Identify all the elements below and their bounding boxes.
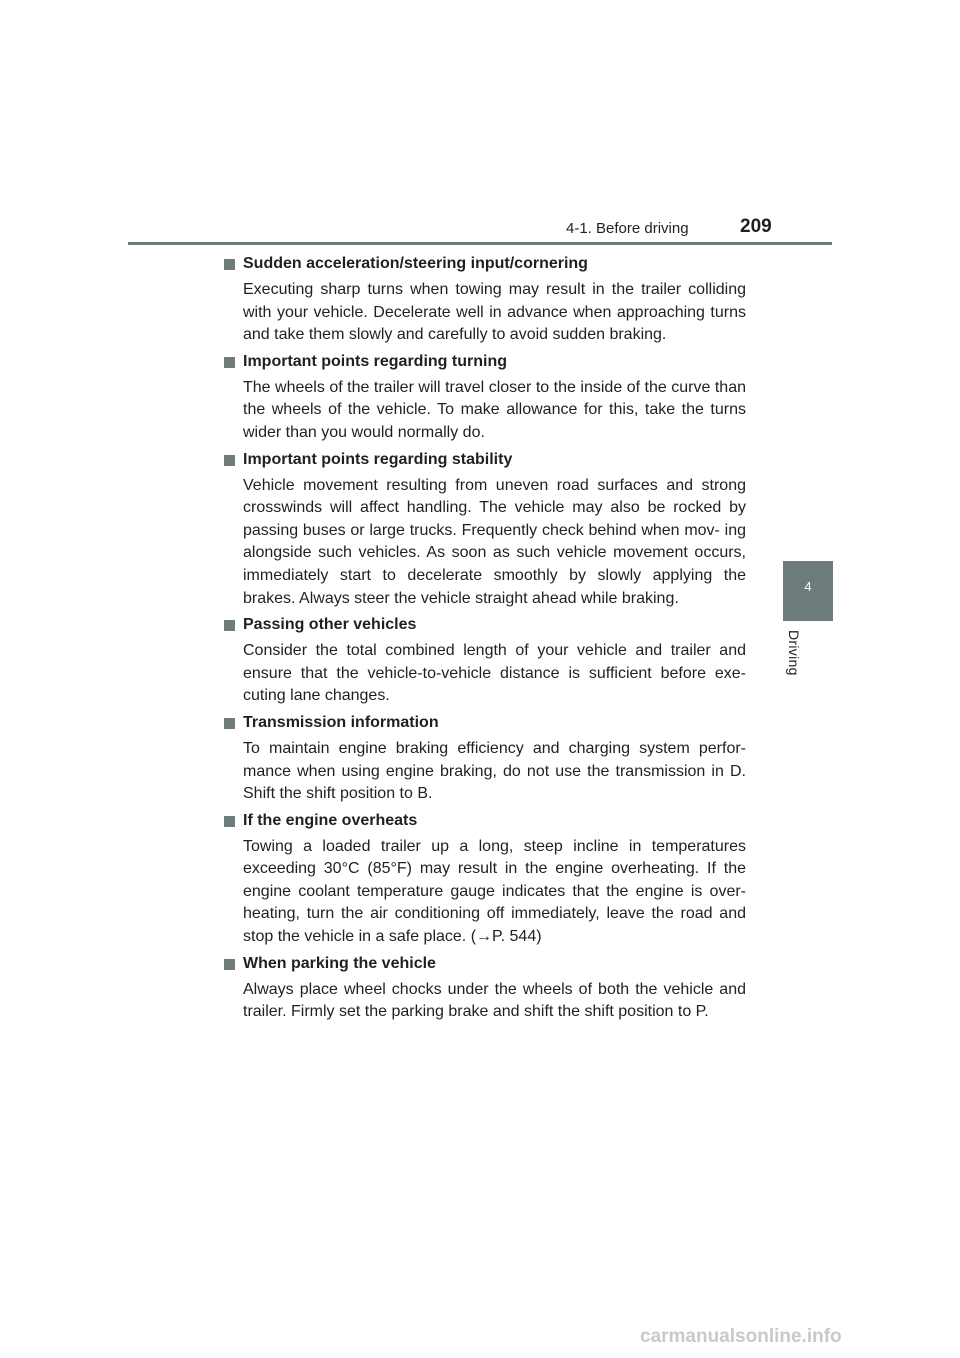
section-item (222, 953, 746, 1024)
section-body: Consider the total combined length of your vehicle and trailer and ensure that the vehicle-to-vehicle distance is sufficient before exe- cuting lane changes. (243, 642, 746, 705)
section-heading (222, 712, 746, 734)
section-item (222, 614, 746, 708)
square-bullet-icon (224, 959, 235, 970)
square-bullet-icon (224, 455, 235, 466)
section-item (222, 351, 746, 445)
section-heading (222, 614, 746, 636)
square-bullet-icon (224, 357, 235, 368)
page-content (222, 253, 746, 1028)
section-title: 4-1. Before driving (566, 220, 689, 237)
section-body: To maintain engine braking efficiency and charging system perfor- mance when using engine braking, do not use the transmission in D. Shift the shift position to B. (243, 739, 746, 803)
page-header (0, 0, 960, 250)
section-item (222, 253, 746, 347)
section-heading (222, 449, 746, 471)
chapter-number: 4 (804, 579, 812, 594)
chapter-tab[interactable] (783, 561, 833, 621)
section-heading-text: Sudden acceleration/steering input/cornering (243, 255, 588, 272)
square-bullet-icon (224, 816, 235, 827)
square-bullet-icon (224, 718, 235, 729)
section-item (222, 712, 746, 806)
header-divider (128, 242, 832, 245)
section-body: The wheels of the trailer will travel closer to the inside of the curve than the wheels of the vehicle. To make allowance for this, take the turns wider than you would normally do. (243, 378, 746, 441)
square-bullet-icon (224, 620, 235, 631)
section-heading (222, 953, 746, 975)
site-watermark: carmanualsonline.info (640, 1326, 842, 1347)
square-bullet-icon (224, 259, 235, 270)
section-heading-text: Passing other vehicles (243, 616, 417, 634)
section-heading (222, 810, 746, 832)
section-body: Towing a loaded trailer up a long, steep incline in temperatures exceeding 30°C (85°F) may result in the engine overheating. If the engine coolant temperature gauge indicates that the engine is over- heating, turn the air conditioning off immediately, leave the road and stop the vehicle in a safe place. (→P. 544) (243, 837, 746, 946)
section-body: Always place wheel chocks under the wheels of both the vehicle and trailer. Firmly set the parking brake and shift the shift position to P. (243, 980, 746, 1021)
section-body: Vehicle movement resulting from uneven road surfaces and strong crosswinds will affect handling. The vehicle may also be rocked by passing buses or large trucks. Frequently check behind when mov- ing alongside such vehicles. As soon as such vehicle movement occurs, immediately start to decelerate smoothly by slowly applying the brakes. Always steer the vehicle straight ahead while braking. (243, 476, 746, 607)
section-item (222, 449, 746, 611)
section-body: Executing sharp turns when towing may result in the trailer colliding with your vehicle. Decelerate well in advance when approaching turns and take them slowly and carefully to avoid sudden braking. (243, 281, 746, 344)
section-heading-text: Important points regarding turning (243, 352, 507, 370)
section-heading-text: If the engine overheats (243, 811, 418, 829)
section-item (222, 810, 746, 949)
chapter-label: Driving (786, 630, 802, 676)
section-heading (222, 253, 746, 275)
section-heading-text: When parking the vehicle (243, 954, 436, 972)
section-heading (222, 351, 746, 373)
section-heading-text: Transmission information (243, 713, 439, 731)
section-heading-text: Important points regarding stability (243, 450, 513, 468)
page-number: 209 (740, 216, 772, 237)
